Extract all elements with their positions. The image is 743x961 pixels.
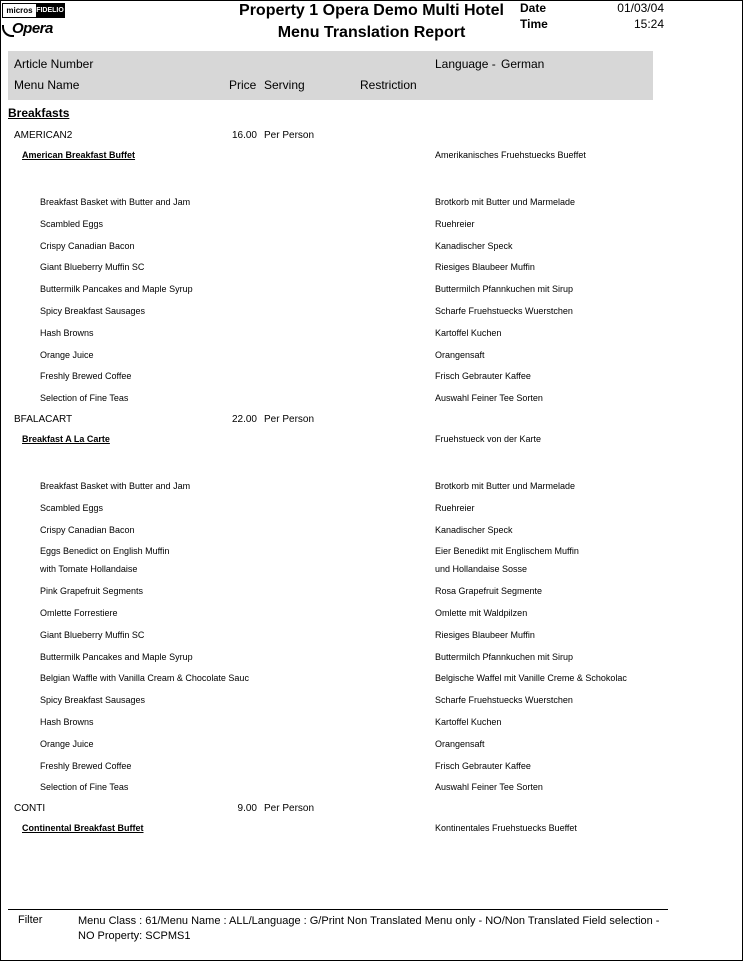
menu-price: 16.00 bbox=[231, 130, 257, 141]
column-header-band bbox=[8, 51, 653, 100]
col-serving: Serving bbox=[264, 78, 305, 92]
menu-price: 22.00 bbox=[231, 414, 257, 425]
menu-item-translation: Buttermilch Pfannkuchen mit Sirup bbox=[435, 651, 574, 662]
menu-item-name: Selection of Fine Teas bbox=[40, 393, 129, 404]
menu-item-name: Giant Blueberry Muffin SC bbox=[40, 262, 145, 273]
menu-item-name: Freshly Brewed Coffee bbox=[40, 371, 132, 382]
menu-item-translation: Kanadischer Speck bbox=[435, 524, 513, 535]
report-title: Menu Translation Report bbox=[277, 24, 466, 41]
filter-text: Menu Class : 61/Menu Name : ALL/Language : G/Print Non Translated Menu only - NO/Non Translated Field selection - NO Property: SCPMS1 bbox=[78, 915, 660, 942]
menu-item-translation: Omlette mit Waldpilzen bbox=[435, 608, 528, 618]
logo-brand-right: FIDELIO bbox=[36, 4, 64, 17]
col-price: Price bbox=[229, 78, 257, 92]
menu-item-translation: Rosa Grapefruit Segmente bbox=[435, 586, 543, 597]
col-article-number: Article Number bbox=[14, 57, 94, 71]
menu-item-translation: Brotkorb mit Butter und Marmelade bbox=[435, 197, 576, 207]
menu-article-code: AMERICAN2 bbox=[14, 130, 73, 141]
col-restriction: Restriction bbox=[360, 78, 417, 92]
menu-name-translation: Fruehstueck von der Karte bbox=[435, 434, 542, 444]
opera-logo-text: Opera bbox=[12, 20, 53, 37]
menu-article-code: CONTI bbox=[14, 803, 46, 814]
menu-item-translation: Orangensaft bbox=[435, 738, 485, 749]
menu-name: Continental Breakfast Buffet bbox=[22, 823, 144, 833]
date-value: 01/03/04 bbox=[617, 1, 664, 15]
logo-brand-left: micros bbox=[3, 4, 36, 17]
menu-name: American Breakfast Buffet bbox=[22, 150, 136, 160]
menu-item-name: Crispy Canadian Bacon bbox=[40, 240, 135, 251]
section-title: Breakfasts bbox=[8, 106, 70, 120]
menu-item-translation: Riesiges Blaubeer Muffin bbox=[435, 262, 535, 273]
menu-item-translation: Ruehreier bbox=[435, 218, 475, 229]
menu-name-translation: Amerikanisches Fruehstuecks Bueffet bbox=[435, 150, 586, 160]
menu-item-name: Hash Browns bbox=[40, 717, 94, 727]
menu-item-name: Giant Blueberry Muffin SC bbox=[40, 629, 145, 640]
menu-item-name: Orange Juice bbox=[40, 738, 94, 749]
menu-article-code: BFALACART bbox=[14, 414, 73, 425]
menu-serving: Per Person bbox=[264, 803, 315, 814]
menu-item-translation: Kartoffel Kuchen bbox=[435, 717, 502, 727]
menu-item-translation: Riesiges Blaubeer Muffin bbox=[435, 629, 535, 640]
menu-item-name: Crispy Canadian Bacon bbox=[40, 524, 135, 535]
menu-item-name: Pink Grapefruit Segments bbox=[40, 586, 144, 597]
menu-item-name: Spicy Breakfast Sausages bbox=[40, 306, 146, 316]
menu-item-translation: Belgische Waffel mit Vanille Creme & Schokolac bbox=[435, 673, 627, 684]
menu-item-translation: Scharfe Fruehstuecks Wuerstchen bbox=[435, 695, 573, 706]
col-language-label: Language - bbox=[435, 57, 496, 71]
menu-name-translation: Kontinentales Fruehstuecks Bueffet bbox=[435, 823, 577, 833]
col-language-value: German bbox=[501, 57, 545, 71]
menu-item-name: Omlette Forrestiere bbox=[40, 608, 118, 618]
time-value: 15:24 bbox=[633, 17, 664, 31]
menu-item-translation: Auswahl Feiner Tee Sorten bbox=[435, 782, 543, 793]
menu-item-name: Hash Browns bbox=[40, 327, 94, 338]
menu-item-translation: Orangensaft bbox=[435, 349, 485, 360]
menu-item-translation: Kanadischer Speck bbox=[435, 240, 513, 251]
menu-item-name: Freshly Brewed Coffee bbox=[40, 760, 132, 771]
menu-item-name: Spicy Breakfast Sausages bbox=[40, 695, 146, 706]
menu-item-name: Eggs Benedict on English Muffin bbox=[40, 546, 170, 557]
col-menu-name: Menu Name bbox=[14, 78, 80, 92]
menu-price: 9.00 bbox=[237, 803, 257, 814]
menu-item-name: Buttermilk Pancakes and Maple Syrup bbox=[40, 284, 193, 295]
menu-item-name: Belgian Waffle with Vanilla Cream & Chocolate Sauc bbox=[40, 673, 249, 684]
menu-item-translation: Eier Benedikt mit Englischem Muffin bbox=[435, 546, 579, 557]
menu-serving: Per Person bbox=[264, 414, 315, 425]
report-property-title: Property 1 Opera Demo Multi Hotel bbox=[239, 2, 504, 19]
menu-item-name-cont: with Tomate Hollandaise bbox=[40, 564, 138, 575]
menu-item-translation: Frisch Gebrauter Kaffee bbox=[435, 760, 531, 771]
menu-item-translation: Brotkorb mit Butter und Marmelade bbox=[435, 481, 576, 491]
menu-item-name: Scambled Eggs bbox=[40, 502, 104, 513]
menu-item-translation: Ruehreier bbox=[435, 502, 475, 513]
menu-item-name: Orange Juice bbox=[40, 349, 94, 360]
filter-label: Filter bbox=[18, 914, 43, 926]
menu-name: Breakfast A La Carte bbox=[22, 434, 110, 444]
menu-item-name: Selection of Fine Teas bbox=[40, 782, 129, 793]
menu-item-translation: Frisch Gebrauter Kaffee bbox=[435, 371, 531, 382]
menu-item-name: Breakfast Basket with Butter and Jam bbox=[40, 197, 191, 207]
menu-item-translation: Buttermilch Pfannkuchen mit Sirup bbox=[435, 284, 574, 295]
menu-item-translation: Auswahl Feiner Tee Sorten bbox=[435, 393, 543, 404]
menu-item-name: Breakfast Basket with Butter and Jam bbox=[40, 481, 191, 491]
menu-item-name: Buttermilk Pancakes and Maple Syrup bbox=[40, 651, 193, 662]
menu-item-name: Scambled Eggs bbox=[40, 218, 104, 229]
menu-serving: Per Person bbox=[264, 130, 315, 141]
footer-divider bbox=[8, 909, 668, 910]
menu-item-translation: Scharfe Fruehstuecks Wuerstchen bbox=[435, 306, 573, 316]
date-label: Date bbox=[520, 1, 547, 15]
menu-item-translation-cont: und Hollandaise Sosse bbox=[435, 564, 528, 575]
menu-item-translation: Kartoffel Kuchen bbox=[435, 327, 502, 338]
time-label: Time bbox=[520, 17, 548, 31]
